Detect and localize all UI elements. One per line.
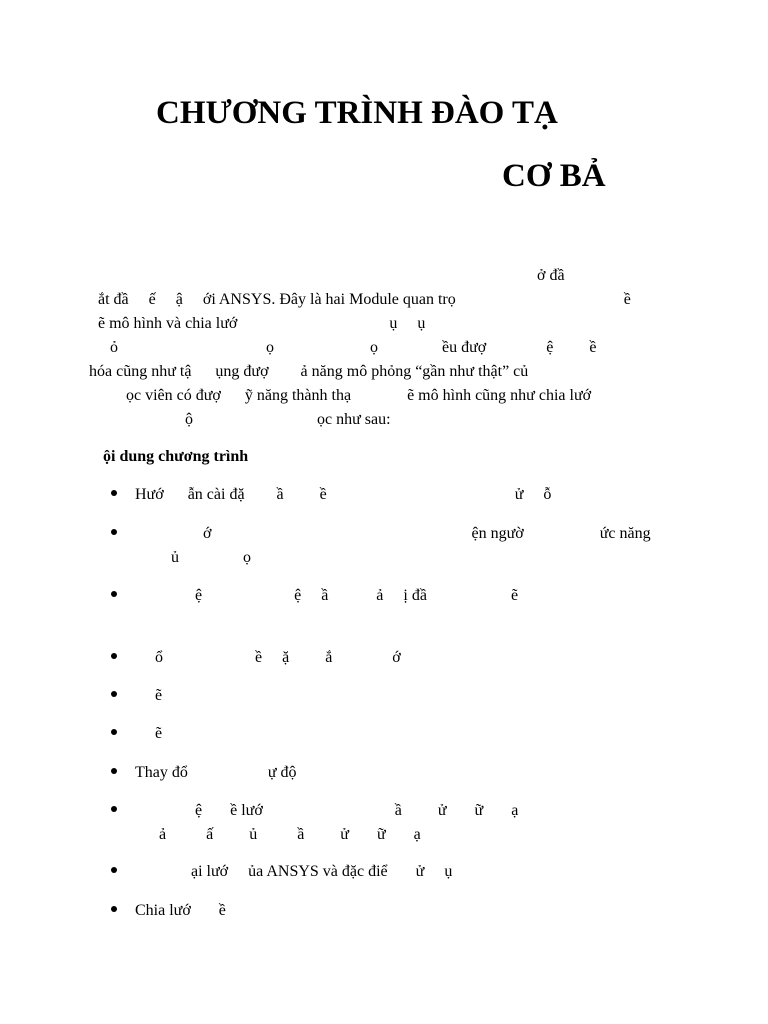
paragraph-line-4: ỏ ọ ọ ều đượ ệ ề: [110, 339, 597, 356]
list-item-text: Hướ ẫn cài đặ ầ ề ử ỗ: [135, 486, 552, 503]
list-item-text: ẽ: [135, 687, 163, 704]
paragraph-line-5: hóa cũng như tậ ụng đượ ả năng mô phỏng “gần như thật” củ: [89, 363, 529, 380]
title-line-2: CƠ BẢ: [502, 158, 606, 194]
list-item-text: ủ ọ: [135, 549, 251, 566]
bullet-icon: [111, 691, 117, 697]
list-item-text: ệ ề lướ ầ ử ữ ạ: [135, 802, 519, 819]
list-item-text: ệ ệ ầ ả ị đầ ẽ: [135, 587, 519, 604]
list-item-text: Chia lướ ề: [135, 902, 226, 919]
list-item-text: ớ ện ngườ ức năng: [135, 525, 651, 542]
list-item-text: ả ấ ủ ầ ử ữ ạ: [135, 826, 421, 843]
list-item-text: Thay đổ ự độ: [135, 764, 297, 781]
paragraph-line-1: ở đầ: [537, 267, 565, 284]
paragraph-line-6: ọc viên có đượ ỹ năng thành thạ ẽ mô hình cũng như chia lướ: [126, 387, 592, 404]
bullet-icon: [111, 768, 117, 774]
paragraph-line-3: ẽ mô hình và chia lướ ụ ụ: [98, 315, 426, 332]
bullet-icon: [111, 806, 117, 812]
title-line-1: CHƯƠNG TRÌNH ĐÀO TẠ: [156, 95, 558, 131]
bullet-icon: [111, 906, 117, 912]
bullet-icon: [111, 529, 117, 535]
list-item-text: ổ ề ặ ắ ớ: [135, 649, 401, 666]
list-item-text: ại lướ ủa ANSYS và đặc điể ử ụ: [135, 863, 453, 880]
paragraph-line-7: ộ ọc như sau:: [185, 411, 391, 428]
paragraph-line-2: ắt đầ ế ậ ới ANSYS. Đây là hai Module quan trọ ề: [98, 291, 631, 308]
bullet-icon: [111, 591, 117, 597]
list-item-text: ẽ: [135, 725, 163, 742]
bullet-icon: [111, 867, 117, 873]
section-heading: ội dung chương trình: [103, 448, 249, 465]
bullet-icon: [111, 729, 117, 735]
bullet-icon: [111, 653, 117, 659]
bullet-icon: [111, 490, 117, 496]
